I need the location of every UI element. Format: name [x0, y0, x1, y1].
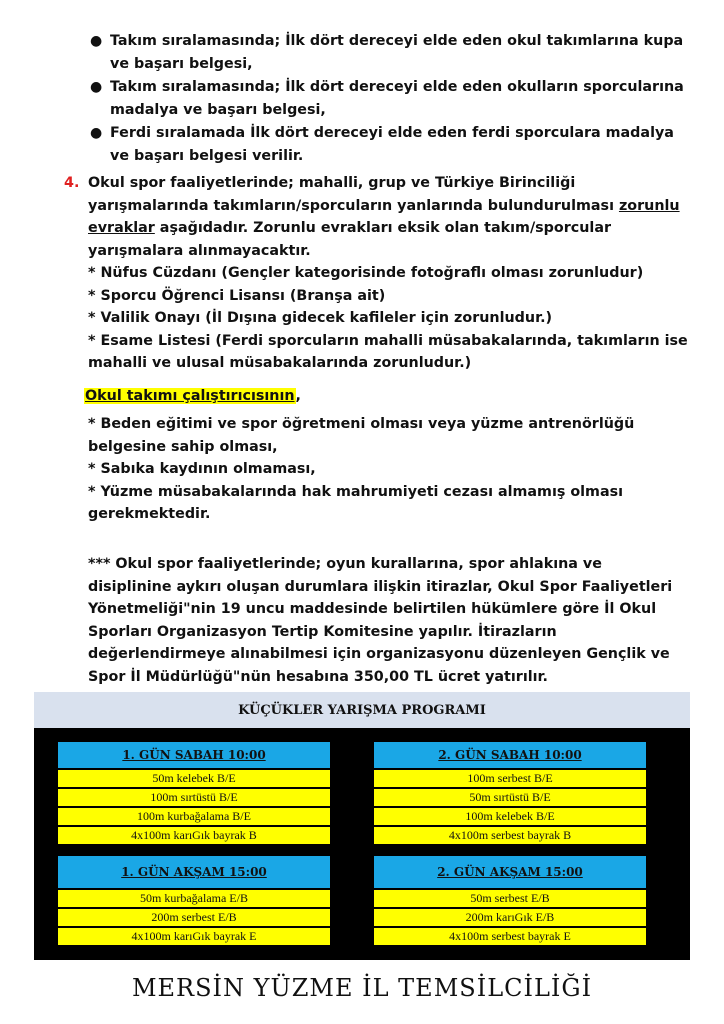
coach-requirements-list: [88, 413, 648, 526]
program-event-row: 100m serbest B/E: [374, 770, 646, 787]
required-document-item: * Sporcu Öğrenci Lisansı (Branşa ait): [88, 287, 386, 304]
program-title: KÜÇÜKLER YARIŞMA PROGRAMI: [34, 692, 690, 728]
bullet-dot-icon: ●: [90, 125, 103, 141]
award-bullet-item: [90, 30, 690, 75]
required-documents-list: [88, 262, 688, 375]
item-number: 4.: [64, 175, 80, 191]
objection-note-paragraph: *** Okul spor faaliyetlerinde; oyun kurallarına, spor ahlakına ve disiplinine aykırı oluşan durumlara ilişkin itirazlar, Okul Spor Faaliyetleri Yönetmeliği"nin 19 uncu maddesinde belirtilen hükümlere göre İl Okul Sporları Organizasyon Tertip Komitesine yapılır. İtirazların değerlendirmeye alınabilmesi için organizasyonu düzenleyen Gençlik ve Spor İl Müdürlüğü"nün hesabına 350,00 TL ücret yatırılır.: [88, 556, 673, 685]
bullet-dot-icon: ●: [90, 79, 103, 95]
item-4-text-before: Okul spor faaliyetlerinde; mahalli, grup ve Türkiye Birinciliği yarışmalarında takımların/sporcuların yanlarında bulundurulması: [88, 175, 619, 214]
item-4-underlined-phrase: zorunlu evraklar: [88, 197, 680, 236]
required-document-item: * Nüfus Cüzdanı (Gençler kategorisinde fotoğraflı olması zorunludur): [88, 265, 644, 281]
program-block-day2-evening: [374, 856, 646, 945]
item-4-text-after: aşağıdadır. Zorunlu evrakları eksik olan takım/sporcular yarışmalara alınmayacaktır.: [88, 220, 612, 259]
award-bullet-list: [90, 30, 690, 168]
program-block-day1-evening: [58, 856, 330, 945]
item-4-paragraph: [88, 172, 682, 262]
program-block-day1-morning: [58, 742, 330, 844]
program-event-row: 4x100m serbest bayrak B: [374, 827, 646, 844]
program-event-row: 100m kelebek B/E: [374, 808, 646, 825]
program-block-heading: 2. GÜN SABAH 10:00: [374, 742, 646, 768]
coach-requirement-item: * Yüzme müsabakalarında hak mahrumiyeti cezası almamış olması gerekmektedir.: [88, 483, 624, 522]
program-event-row: 50m kelebek B/E: [58, 770, 330, 787]
bullet-dot-icon: ●: [90, 33, 103, 49]
program-block-heading: 1. GÜN SABAH 10:00: [58, 742, 330, 768]
program-event-row: 4x100m karıGık bayrak B: [58, 827, 330, 844]
program-event-row: 50m sırtüstü B/E: [374, 789, 646, 806]
coach-heading-highlight: Okul takımı çalıştırıcısının: [85, 388, 295, 404]
program-event-row: 100m kurbağalama B/E: [58, 808, 330, 825]
competition-program-table: [34, 692, 690, 960]
program-event-row: 50m serbest E/B: [374, 890, 646, 907]
program-event-row: 4x100m serbest bayrak E: [374, 928, 646, 945]
award-bullet-item: [90, 76, 690, 121]
program-event-row: 200m serbest E/B: [58, 909, 330, 926]
coach-heading: [84, 385, 301, 408]
award-bullet-text: Takım sıralamasında; İlk dört dereceyi elde eden okulların sporcularına madalya ve başarı belgesi,: [110, 79, 684, 118]
coach-requirement-item: * Sabıka kaydının olmaması,: [88, 461, 316, 477]
award-bullet-text: Takım sıralamasında; İlk dört dereceyi elde eden okul takımlarına kupa ve başarı belgesi,: [110, 33, 684, 72]
program-block-heading: 2. GÜN AKŞAM 15:00: [374, 856, 646, 888]
required-document-item: * Valilik Onayı (İl Dışına gidecek kafileler için zorunludur.): [88, 310, 553, 326]
program-event-row: 50m kurbağalama E/B: [58, 890, 330, 907]
award-bullet-item: [90, 122, 690, 167]
program-block-heading: 1. GÜN AKŞAM 15:00: [58, 856, 330, 888]
program-event-row: 4x100m karıGık bayrak E: [58, 928, 330, 945]
program-event-row: 200m karıGık E/B: [374, 909, 646, 926]
coach-requirement-item: * Beden eğitimi ve spor öğretmeni olması veya yüzme antrenörlüğü belgesine sahip olması,: [88, 416, 635, 455]
program-event-row: 100m sırtüstü B/E: [58, 789, 330, 806]
footer-organization-title: MERSİN YÜZME İL TEMSİLCİLİĞİ: [131, 974, 593, 1002]
program-block-day2-morning: [374, 742, 646, 844]
coach-heading-suffix: ,: [295, 388, 301, 404]
award-bullet-text: Ferdi sıralamada İlk dört dereceyi elde eden ferdi sporculara madalya ve başarı belgesi verilir.: [110, 125, 674, 164]
required-document-item: * Esame Listesi (Ferdi sporcuların mahalli müsabakalarında, takımların ise mahalli ve ulusal müsabakalarında zorunludur.): [88, 332, 688, 371]
